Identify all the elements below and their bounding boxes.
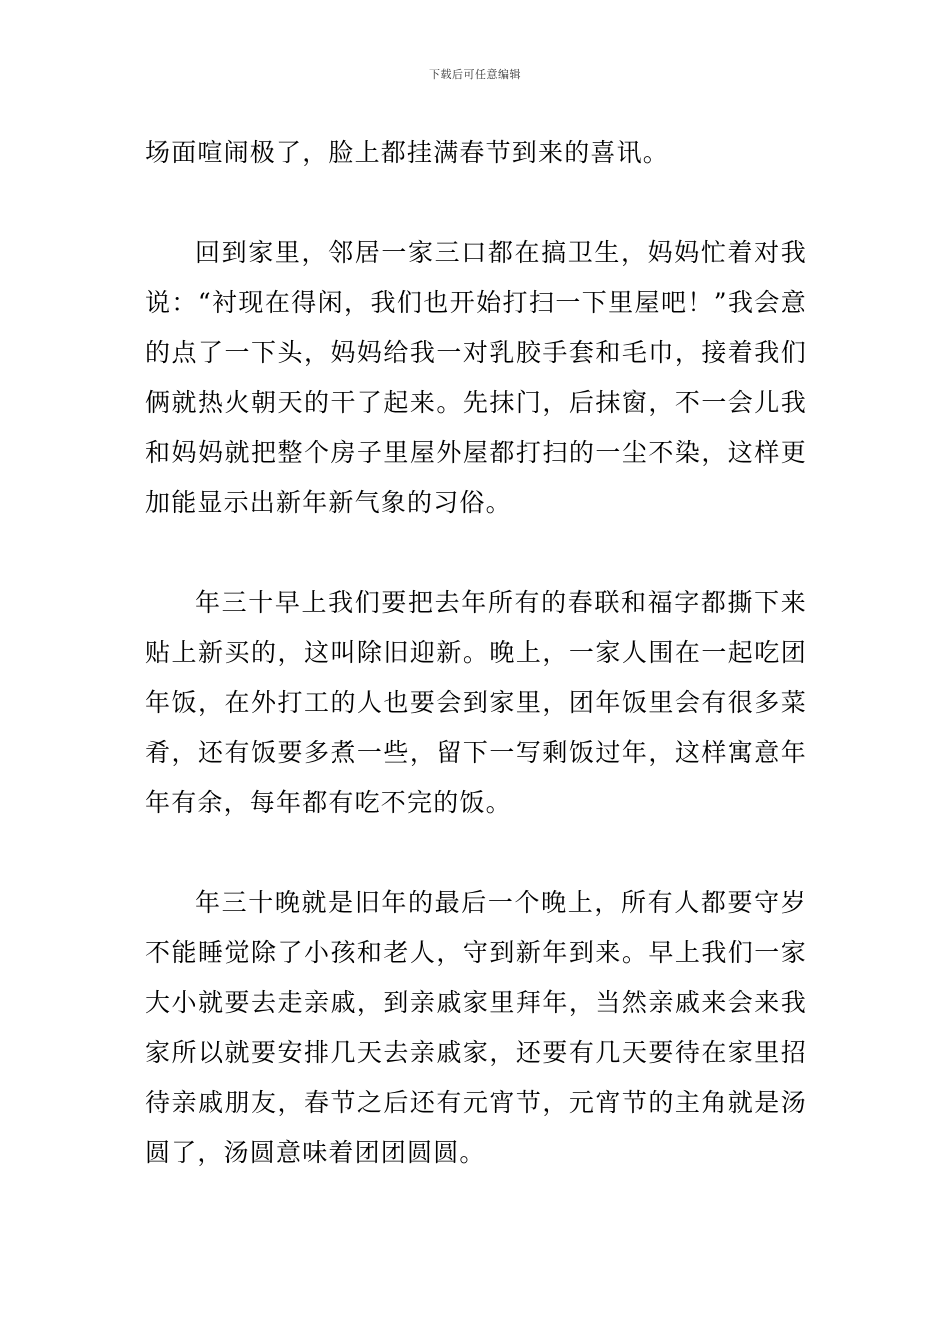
page-header: 下载后可任意编辑	[429, 68, 521, 81]
paragraph: 场面喧闹极了，脸上都挂满春节到来的喜讯。	[145, 138, 670, 167]
paragraph: 回到家里，邻居一家三口都在搞卫生，妈妈忙着对我说：“衬现在得闲，我们也开始打扫一下里屋吧！”我会意的点了一下头，妈妈给我一对乳胶手套和毛巾，接着我们俩就热火朝天的干了起来。先抹门，后抹窗，不一会儿我和妈妈就把整个房子里屋外屋都打扫的一尘不染，这样更加能显示出新年新气象的习俗。	[145, 238, 807, 517]
paragraph: 年三十早上我们要把去年所有的春联和福字都撕下来贴上新买的，这叫除旧迎新。晚上，一家人围在一起吃团年饭，在外打工的人也要会到家里，团年饭里会有很多菜肴，还有饭要多煮一些，留下一写剩饭过年，这样寓意年年有余，每年都有吃不完的饭。	[145, 588, 807, 817]
paragraph: 年三十晚就是旧年的最后一个晚上，所有人都要守岁不能睡觉除了小孩和老人，守到新年到来。早上我们一家大小就要去走亲戚，到亲戚家里拜年，当然亲戚来会来我家所以就要安排几天去亲戚家，还要有几天要待在家里招待亲戚朋友，春节之后还有元宵节，元宵节的主角就是汤圆了，汤圆意味着团团圆圆。	[145, 888, 807, 1167]
document-body	[145, 128, 807, 1228]
